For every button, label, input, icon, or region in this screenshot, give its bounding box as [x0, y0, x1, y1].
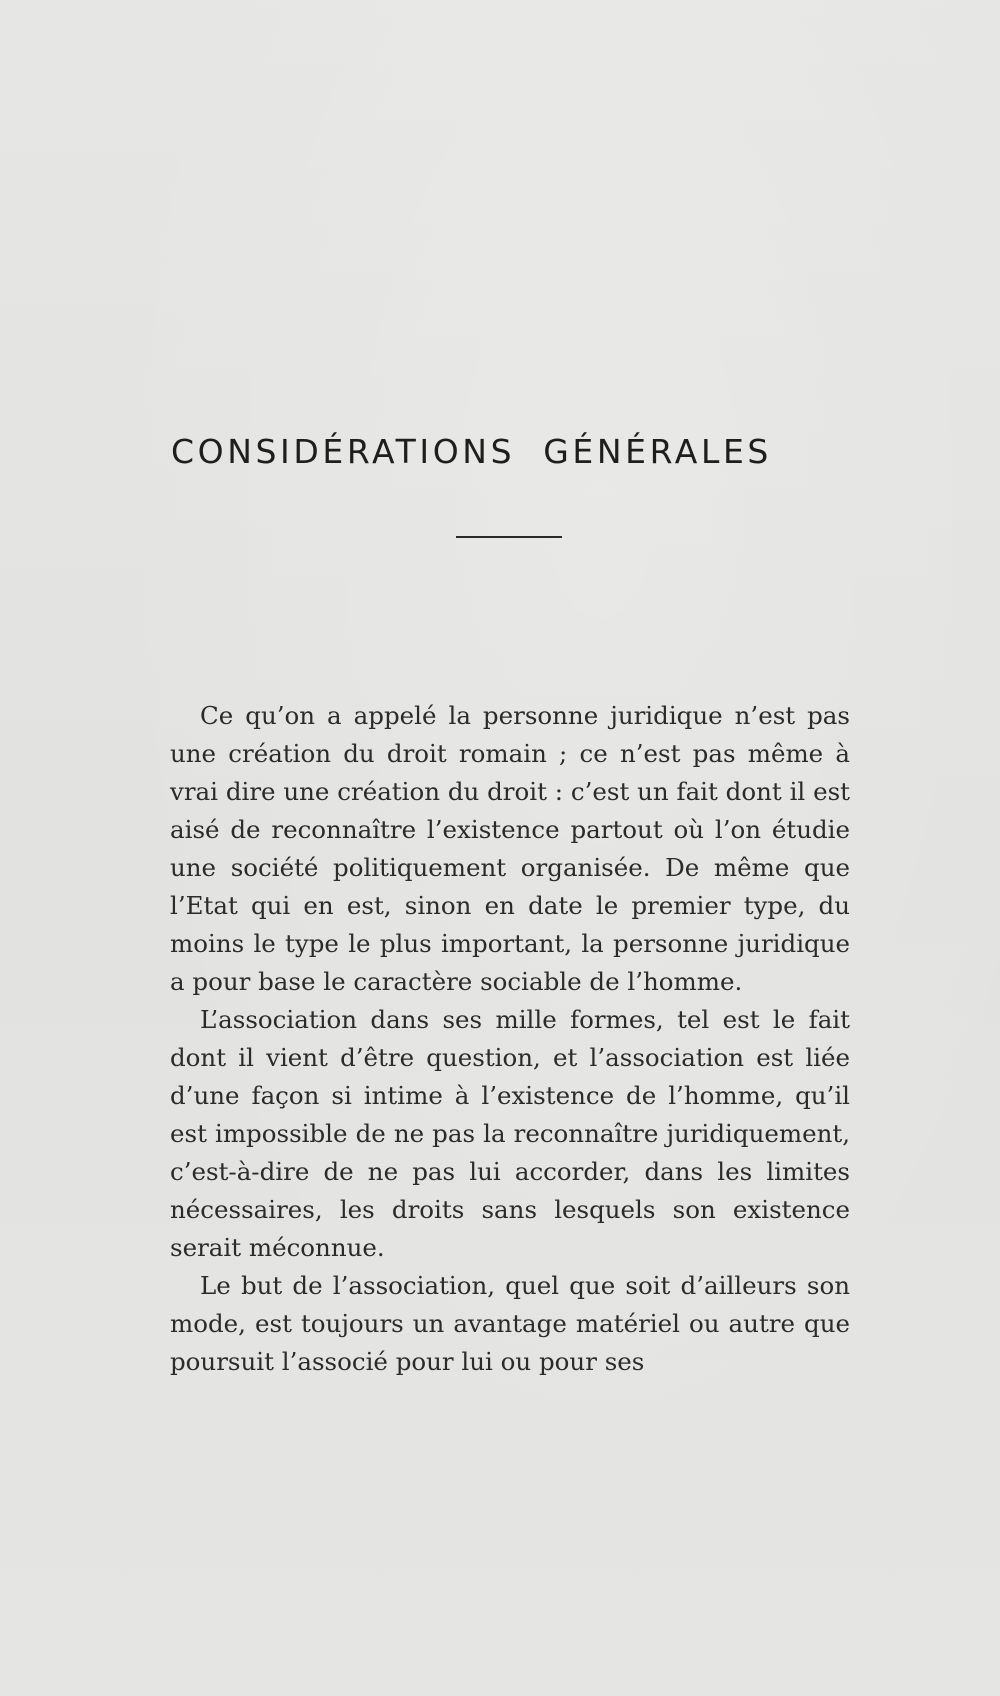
chapter-heading: CONSIDÉRATIONS GÉNÉRALES: [171, 432, 772, 471]
paragraph-2: L’association dans ses mille formes, tel est le fait dont il vient d’être question, et l’association est liée d’une façon si intime à l’existence de l’homme, qu’il est impossible de ne pas la reconnaître juridiquement, c’est-à-dire de ne pas lui accorder, dans les limites nécessaires, les droits sans lesquels son existence serait méconnue.: [170, 1005, 850, 1262]
paragraph-1: Ce qu’on a appelé la personne juridique n’est pas une création du droit romain ; ce n’est pas même à vrai dire une création du droit : c’est un fait dont il est aisé de reconnaître l’existence partout où l’on étudie une société politiquement organisée. De même que l’Etat qui en est, sinon en date le premier type, du moins le type le plus important, la personne juridique a pour base le caractère sociable de l’homme.: [170, 701, 850, 996]
body-text: [170, 697, 850, 1381]
heading-rule: [456, 536, 562, 538]
paragraph-3: Le but de l’association, quel que soit d’ailleurs son mode, est toujours un avantage matériel ou autre que poursuit l’associé pour lui ou pour ses: [170, 1271, 850, 1376]
